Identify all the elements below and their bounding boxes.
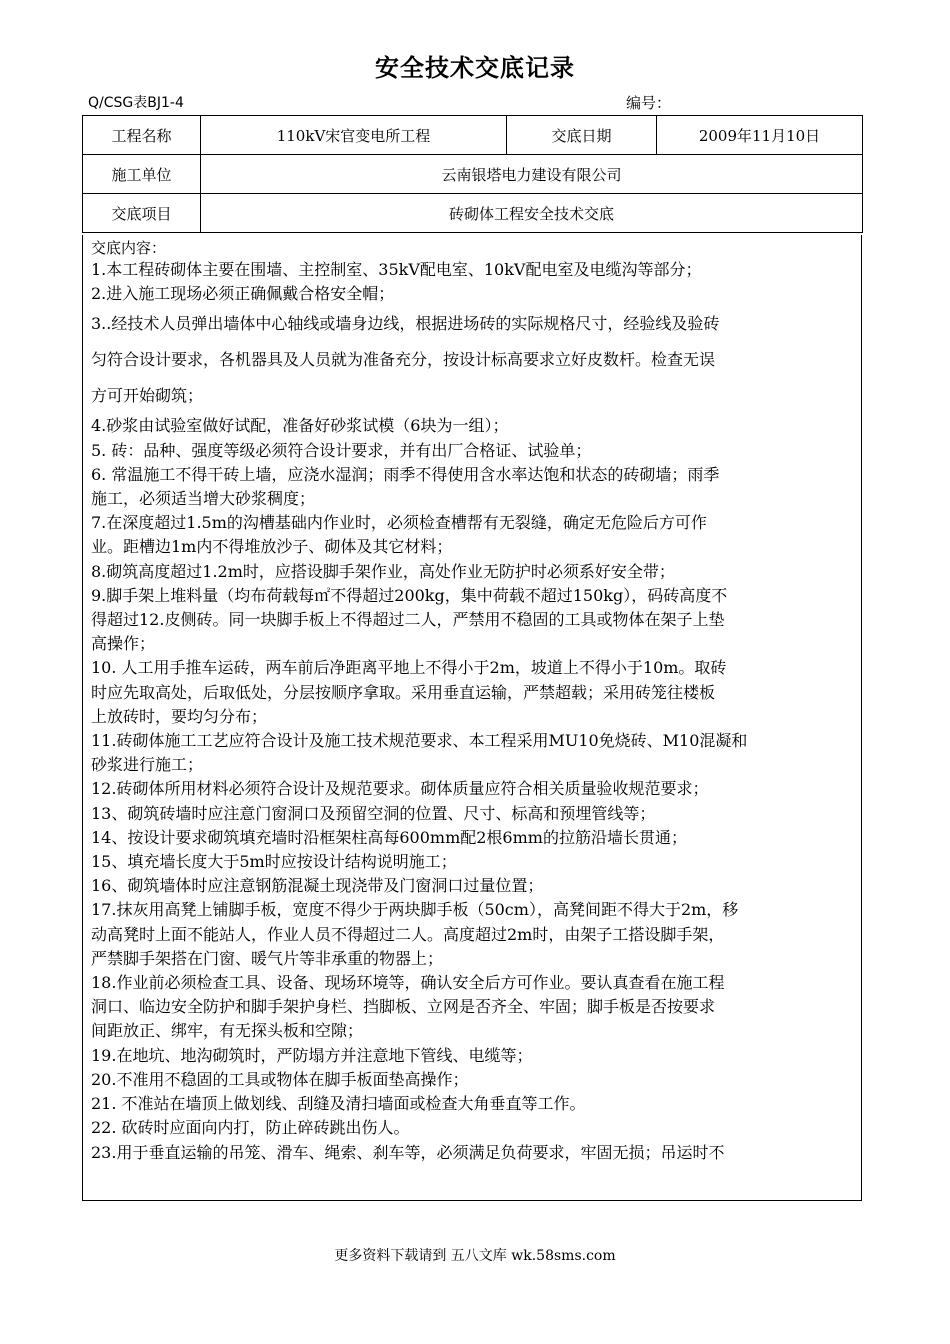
content-line: 间距放正、绑牢，有无探头板和空隙；: [91, 1021, 364, 1041]
content-line: 业。距槽边1m内不得堆放沙子、砌体及其它材料；: [91, 537, 453, 557]
content-line: 砂浆进行施工；: [91, 755, 204, 775]
project-name-label: 工程名称: [83, 116, 201, 155]
content-line: 时应先取高处，后取低处，分层按顺序拿取。采用垂直运输，严禁超载；采用砖笼往楼板: [91, 682, 716, 702]
content-line: 16、砌筑墙体时应注意钢筋混凝土现浇带及门窗洞口过量位置；: [91, 876, 544, 896]
construction-unit-value: 云南银塔电力建设有限公司: [201, 155, 863, 194]
content-line: 9.脚手架上堆料量（均布荷载每㎡不得超过200kg，集中荷载不超过150kg），码砖高度不: [91, 585, 728, 605]
content-line: 12.砖砌体所用材料必须符合设计及规范要求。砌体质量应符合相关质量验收规范要求；: [91, 779, 709, 799]
content-line: 13、砌筑砖墙时应注意门窗洞口及预留空洞的位置、尺寸、标高和预埋管线等；: [91, 803, 656, 823]
briefing-date-value: 2009年11月10日: [657, 116, 863, 155]
content-line: 2.进入施工现场必须正确佩戴合格安全帽；: [91, 284, 395, 304]
content-line: 23.用于垂直运输的吊笼、滑车、绳索、刹车等，必须满足负荷要求，牢固无损；吊运时不: [91, 1142, 725, 1162]
content-line: 14、按设计要求砌筑填充墙时沿框架柱高每600mm配2根6mm的拉筋沿墙长贯通；: [91, 827, 687, 847]
construction-unit-label: 施工单位: [83, 155, 201, 194]
unit-row: [83, 155, 863, 194]
form-code: Q/CSG表BJ1-4: [88, 95, 184, 111]
project-name-value: 110kV宋官变电所工程: [201, 116, 507, 155]
content-line: 6. 常温施工不得干砖上墙，应浇水湿润；雨季不得使用含水率达饱和状态的砖砌墙；雨季: [91, 464, 720, 484]
briefing-item-value: 砖砌体工程安全技术交底: [201, 194, 863, 233]
content-line: 动高凳时上面不能站人，作业人员不得超过二人。高度超过2m时，由架子工搭设脚手架，: [91, 924, 725, 944]
content-line: 方可开始砌筑；: [91, 386, 204, 406]
content-line: 15、填充墙长度大于5m时应按设计结构说明施工；: [91, 852, 457, 872]
content-line: 高操作；: [91, 634, 156, 654]
project-row: [83, 116, 863, 155]
content-line: 匀符合设计要求，各机器具及人员就为准备充分，按设计标高要求立好皮数杆。检查无误: [91, 350, 716, 370]
content-line: 严禁脚手架搭在门窗、暖气片等非承重的物器上；: [91, 948, 444, 968]
content-line: 洞口、临边安全防护和脚手架护身栏、挡脚板、立网是否齐全、牢固；脚手板是否按要求: [91, 997, 716, 1017]
content-line: 11.砖砌体施工工艺应符合设计及施工技术规范要求、本工程采用MU10免烧砖、M10混凝和: [91, 731, 748, 751]
content-line: 18.作业前必须检查工具、设备、现场环境等，确认安全后方可作业。要认真查看在施工程: [91, 973, 725, 993]
header-table: [82, 115, 863, 233]
briefing-content: [82, 235, 862, 1201]
content-line: 21. 不准站在墙顶上做划线、刮缝及清扫墙面或检查大角垂直等工作。: [91, 1094, 586, 1114]
content-line: 5. 砖：品种、强度等级必须符合设计要求，并有出厂合格证、试验单；: [91, 440, 592, 460]
item-row: [83, 194, 863, 233]
content-line: 3..经技术人员弹出墙体中心轴线或墙身边线，根据进场砖的实际规格尺寸，经验线及验砖: [91, 314, 720, 334]
content-line: 7.在深度超过1.5m的沟槽基础内作业时，必须检查槽帮有无裂缝，确定无危险后方可作: [91, 513, 707, 533]
briefing-date-label: 交底日期: [507, 116, 657, 155]
content-line: 施工，必须适当增大砂浆稠度；: [91, 489, 316, 509]
content-line: 10. 人工用手推车运砖，两车前后净距离平地上不得小于2m，坡道上不得小于10m。取砖: [91, 658, 727, 678]
content-line: 得超过12.皮侧砖。同一块脚手板上不得超过二人，严禁用不稳固的工具或物体在架子上垫: [91, 610, 725, 630]
content-line: 4.砂浆由试验室做好试配，准备好砂浆试模（6块为一组）；: [91, 416, 509, 436]
content-line: 上放砖时，要均匀分布；: [91, 706, 268, 726]
content-line: 20.不准用不稳固的工具或物体在脚手板面垫高操作；: [91, 1069, 469, 1089]
briefing-item-label: 交底项目: [83, 194, 201, 233]
document-title: 安全技术交底记录: [375, 54, 575, 82]
content-line: 8.砌筑高度超过1.2m时，应搭设脚手架作业，高处作业无防护时必须系好安全带；: [91, 561, 675, 581]
content-line: 17.抹灰用高凳上铺脚手板，宽度不得少于两块脚手板（50cm），高凳间距不得大于2m，移: [91, 900, 739, 920]
serial-number-label: 编号：: [626, 94, 672, 112]
content-line: 22. 砍砖时应面向内打，防止碎砖跳出伤人。: [91, 1118, 410, 1138]
content-label: 交底内容：: [91, 239, 167, 257]
content-line: 1.本工程砖砌体主要在围墙、主控制室、35kV配电室、10kV配电室及电缆沟等部分；: [91, 260, 702, 279]
content-line: 19.在地坑、地沟砌筑时，严防塌方并注意地下管线、电缆等；: [91, 1045, 533, 1065]
footer-note: 更多资料下载请到 五八文库 wk.58sms.com: [334, 1248, 616, 1264]
